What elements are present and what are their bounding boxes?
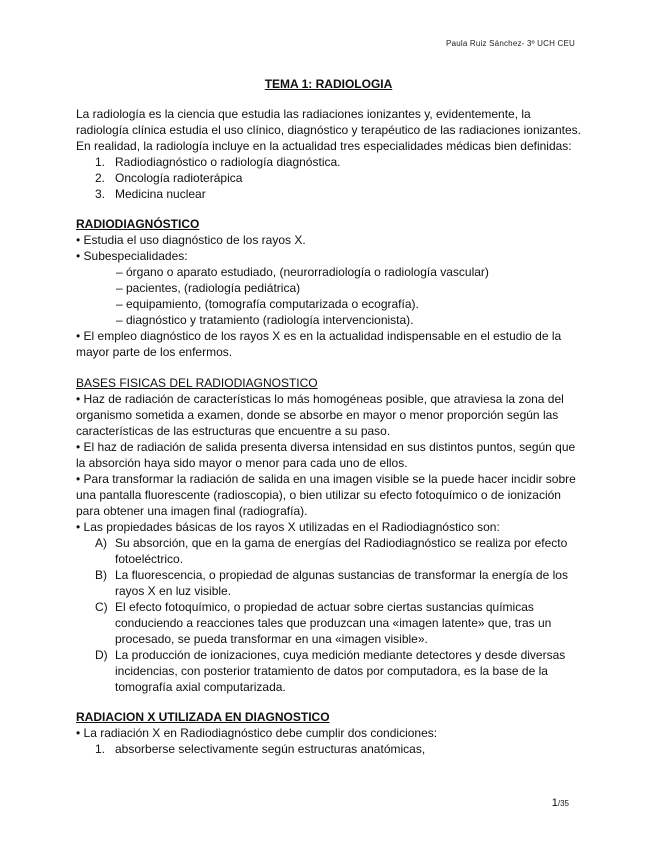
list-item-text: La fluorescencia, o propiedad de algunas sustancias de transformar la energía de los rayos X en luz visible. (115, 568, 568, 598)
bullet: • Haz de radiación de características lo más homogéneas posible, que atraviesa la zona del organismo sometida a examen, donde se absorbe en mayor o menor proporción según las características de las estructuras que encuentre a su paso. (76, 392, 564, 438)
list-item (76, 599, 581, 647)
bullet: • Las propiedades básicas de los rayos X utilizadas en el Radiodiagnóstico son: (76, 520, 500, 534)
list-item: – diagnóstico y tratamiento (radiología intervencionista). (116, 313, 414, 327)
document-title: TEMA 1: RADIOLOGIA (264, 77, 393, 91)
properties-list (76, 535, 581, 695)
bullet: • Para transformar la radiación de salida en una imagen visible se la puede hacer incidir sobre una pantalla fluorescente (radioscopia), o bien utilizar su efecto fotoquímico o de ionización para obtener una imagen final (radiografía). (76, 472, 576, 518)
page-header: Paula Ruiz Sánchez- 3º UCH CEU (446, 39, 575, 48)
list-item-text: Su absorción, que en la gama de energías del Radiodiagnóstico se realiza por efecto fotoeléctrico. (115, 536, 568, 566)
bullet: • La radiación X en Radiodiagnóstico debe cumplir dos condiciones: (76, 726, 438, 740)
list-item (76, 186, 581, 202)
list-item-text: absorberse selectivamente según estructuras anatómicas, (115, 742, 426, 756)
list-item-text: Medicina nuclear (115, 187, 206, 201)
page-current: 1 (551, 797, 558, 809)
list-marker: 1. (95, 155, 106, 169)
section-heading-radiacion: RADIACION X UTILIZADA EN DIAGNOSTICO (76, 710, 330, 724)
list-item (76, 741, 581, 757)
list-item (76, 535, 581, 567)
list-marker: A) (95, 536, 107, 550)
intro-paragraph-2: En realidad, la radiología incluye en la actualidad tres especialidades médicas bien definidas: (76, 139, 572, 153)
subspecialties-list (76, 264, 581, 328)
page-total: /35 (557, 799, 569, 808)
bullet: • El haz de radiación de salida presenta diversa intensidad en sus distintos puntos, según que la absorción haya sido mayor o menor para cada uno de ellos. (76, 440, 576, 470)
conditions-list (76, 741, 581, 757)
document-body (76, 76, 581, 757)
bullet: • Estudia el uso diagnóstico de los rayos X. (76, 233, 306, 247)
list-item-text: Radiodiagnóstico o radiología diagnóstica. (115, 155, 341, 169)
list-item: – equipamiento, (tomografía computarizada o ecografía). (116, 297, 419, 311)
list-item: – pacientes, (radiología pediátrica) (116, 281, 301, 295)
list-item-text: Oncología radioterápica (115, 171, 243, 185)
list-marker: 1. (95, 742, 106, 756)
section-heading-bases: BASES FISICAS DEL RADIODIAGNOSTICO (76, 376, 318, 390)
list-item (76, 647, 581, 695)
list-marker: C) (95, 600, 108, 614)
list-marker: 2. (95, 171, 106, 185)
list-item (76, 170, 581, 186)
list-item (76, 567, 581, 599)
list-marker: B) (95, 568, 107, 582)
page-number (552, 797, 569, 809)
list-item-text: El efecto fotoquímico, o propiedad de actuar sobre ciertas sustancias químicas conduciendo a reacciones tales que produzcan una «imagen latente» que, tras un procesado, se pueda transformar en una «imagen visible». (115, 600, 552, 646)
specialties-list (76, 154, 581, 202)
intro-paragraph-1: La radiología es la ciencia que estudia las radiaciones ionizantes y, evidentemente, la radiología clínica estudia el uso clínico, diagnóstico y terapéutico de las radiaciones ionizantes. (76, 107, 581, 137)
list-item: – órgano o aparato estudiado, (neurorradiología o radiología vascular) (116, 265, 489, 279)
list-marker: D) (95, 648, 108, 662)
list-item-text: La producción de ionizaciones, cuya medición mediante detectores y desde diversas incidencias, con posterior tratamiento de datos por computadora, es la base de la tomografía axial computarizada. (115, 648, 566, 694)
bullet: • Subespecialidades: (76, 249, 188, 263)
list-item (76, 154, 581, 170)
bullet: • El empleo diagnóstico de los rayos X es en la actualidad indispensable en el estudio de la mayor parte de los enfermos. (76, 329, 562, 359)
section-heading-radiodiagnostico: RADIODIAGNÓSTICO (76, 217, 200, 231)
list-marker: 3. (95, 187, 106, 201)
